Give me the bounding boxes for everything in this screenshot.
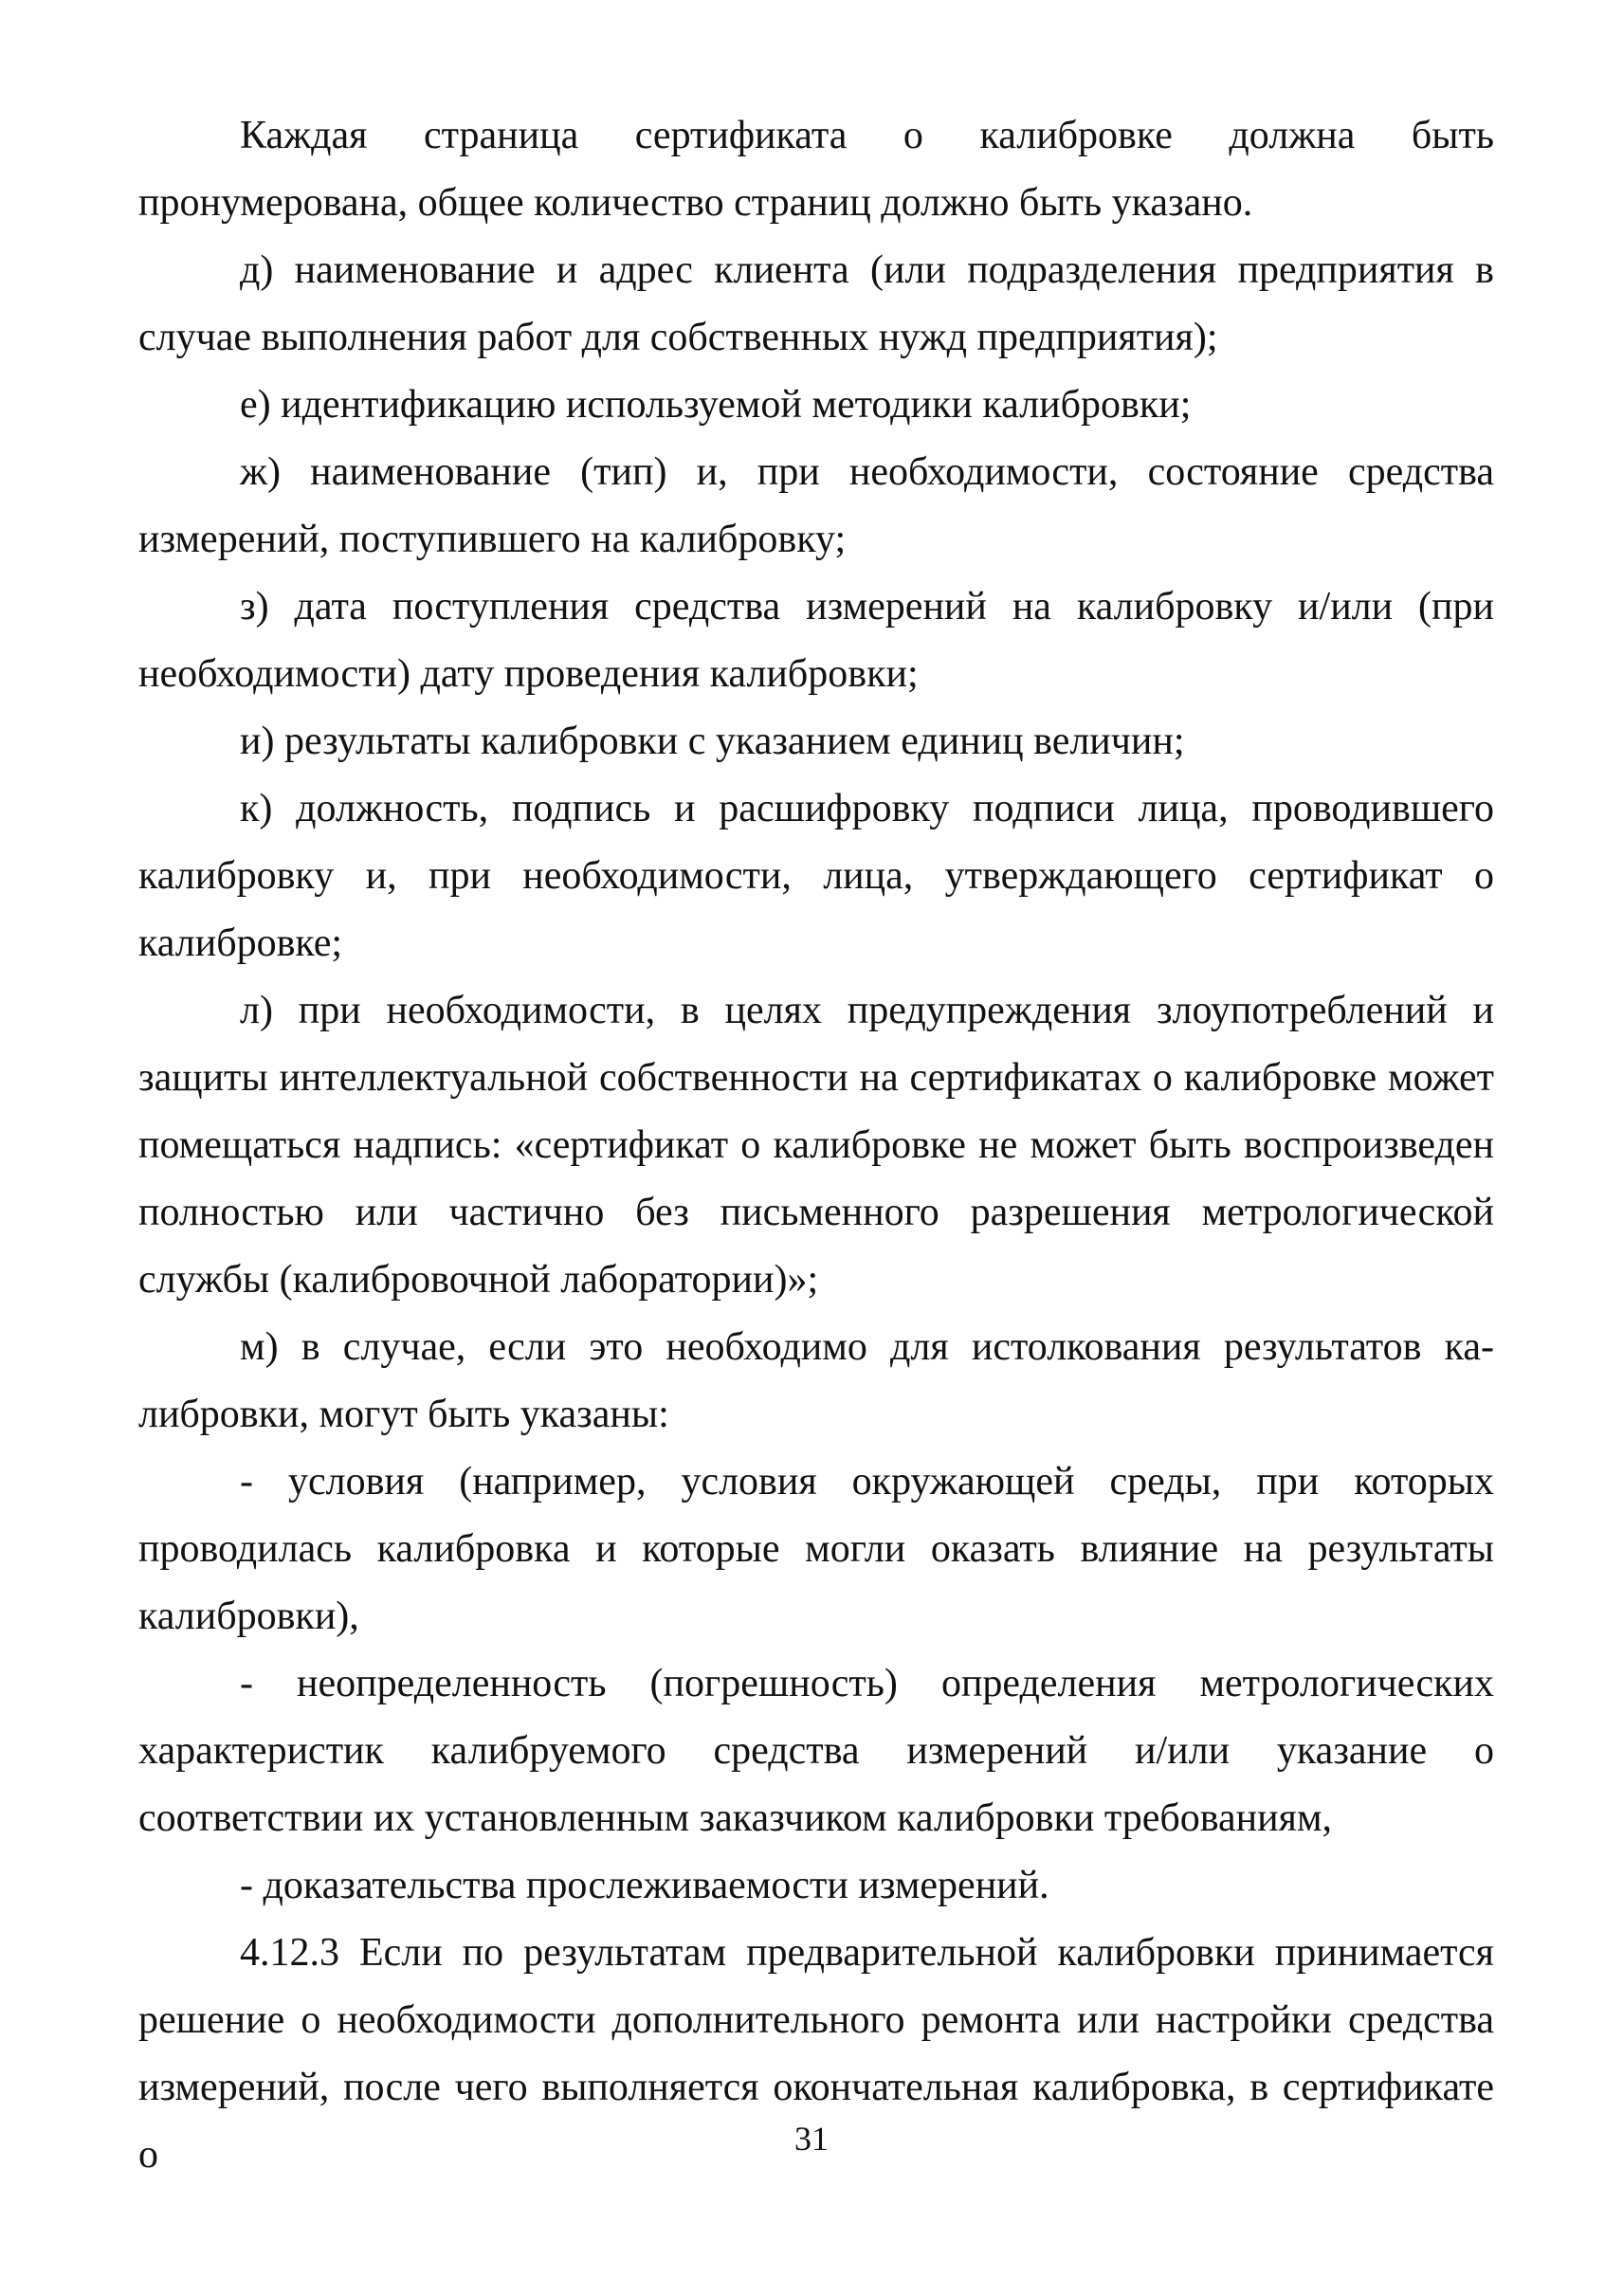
paragraph-page-numbering: Каждая страница сертификата о калибровке должна быть пронумерована, общее количество страниц должно быть указано. <box>138 114 1494 225</box>
paragraph-dash-conditions: - условия (например, условия окружающей среды, при которых проводилась калибровка и которые могли оказать влияние на результаты калибровки), <box>138 1460 1494 1638</box>
paragraph-item-zh: ж) наименование (тип) и, при необходимости, состояние средства измерений, поступившего на калибровку; <box>138 450 1494 561</box>
paragraph-dash-traceability: - доказательства прослеживаемости измерений. <box>240 1864 1049 1907</box>
paragraph-item-d: д) наименование и адрес клиента (или подразделения предприятия в случае выполнения работ для собственных нужд предприятия); <box>138 248 1494 359</box>
paragraph-item-z: з) дата поступления средства измерений на калибровку и/или (при необходимости) дату проведения калибровки; <box>138 585 1494 696</box>
paragraph-dash-uncertainty: - неопределенность (погрешность) определения метрологических характеристик калибруемого средства измерений и/или указание о соответствии их установленным заказчиком калибровки требованиям, <box>138 1662 1494 1840</box>
paragraph-item-e: е) идентификацию используемой методики калибровки; <box>240 383 1192 427</box>
body-text <box>138 102 1494 2189</box>
paragraph-item-l: л) при необходимости, в целях предупреждения злоупотреблений и защиты интеллектуальной собственности на сертификатах о калибровке может помещаться надпись: «сертификат о калибровке не может быть воспроизведен полностью или частично без письменного разрешения метрологической службы (калибровочной лаборатории)»; <box>138 989 1494 1302</box>
paragraph-item-k: к) должность, подпись и расшифровку подписи лица, проводившего калибровку и, при необходимости, лица, утверждающего сертификат о калибровке; <box>138 787 1494 965</box>
paragraph-item-m: м) в случае, если это необходимо для истолкования результатов калибровки, могут быть указаны: <box>138 1325 1494 1436</box>
page-number: 31 <box>794 2120 829 2158</box>
paragraph-item-i: и) результаты калибровки с указанием единиц величин; <box>240 720 1185 763</box>
paragraph-section-4-12-3: 4.12.3 Если по результатам предварительной калибровки принимается решение о необходимости дополнительного ремонта или настройки средства измерений, после чего выполняется окончательная калибровка, в сертификате о <box>138 1931 1494 2177</box>
